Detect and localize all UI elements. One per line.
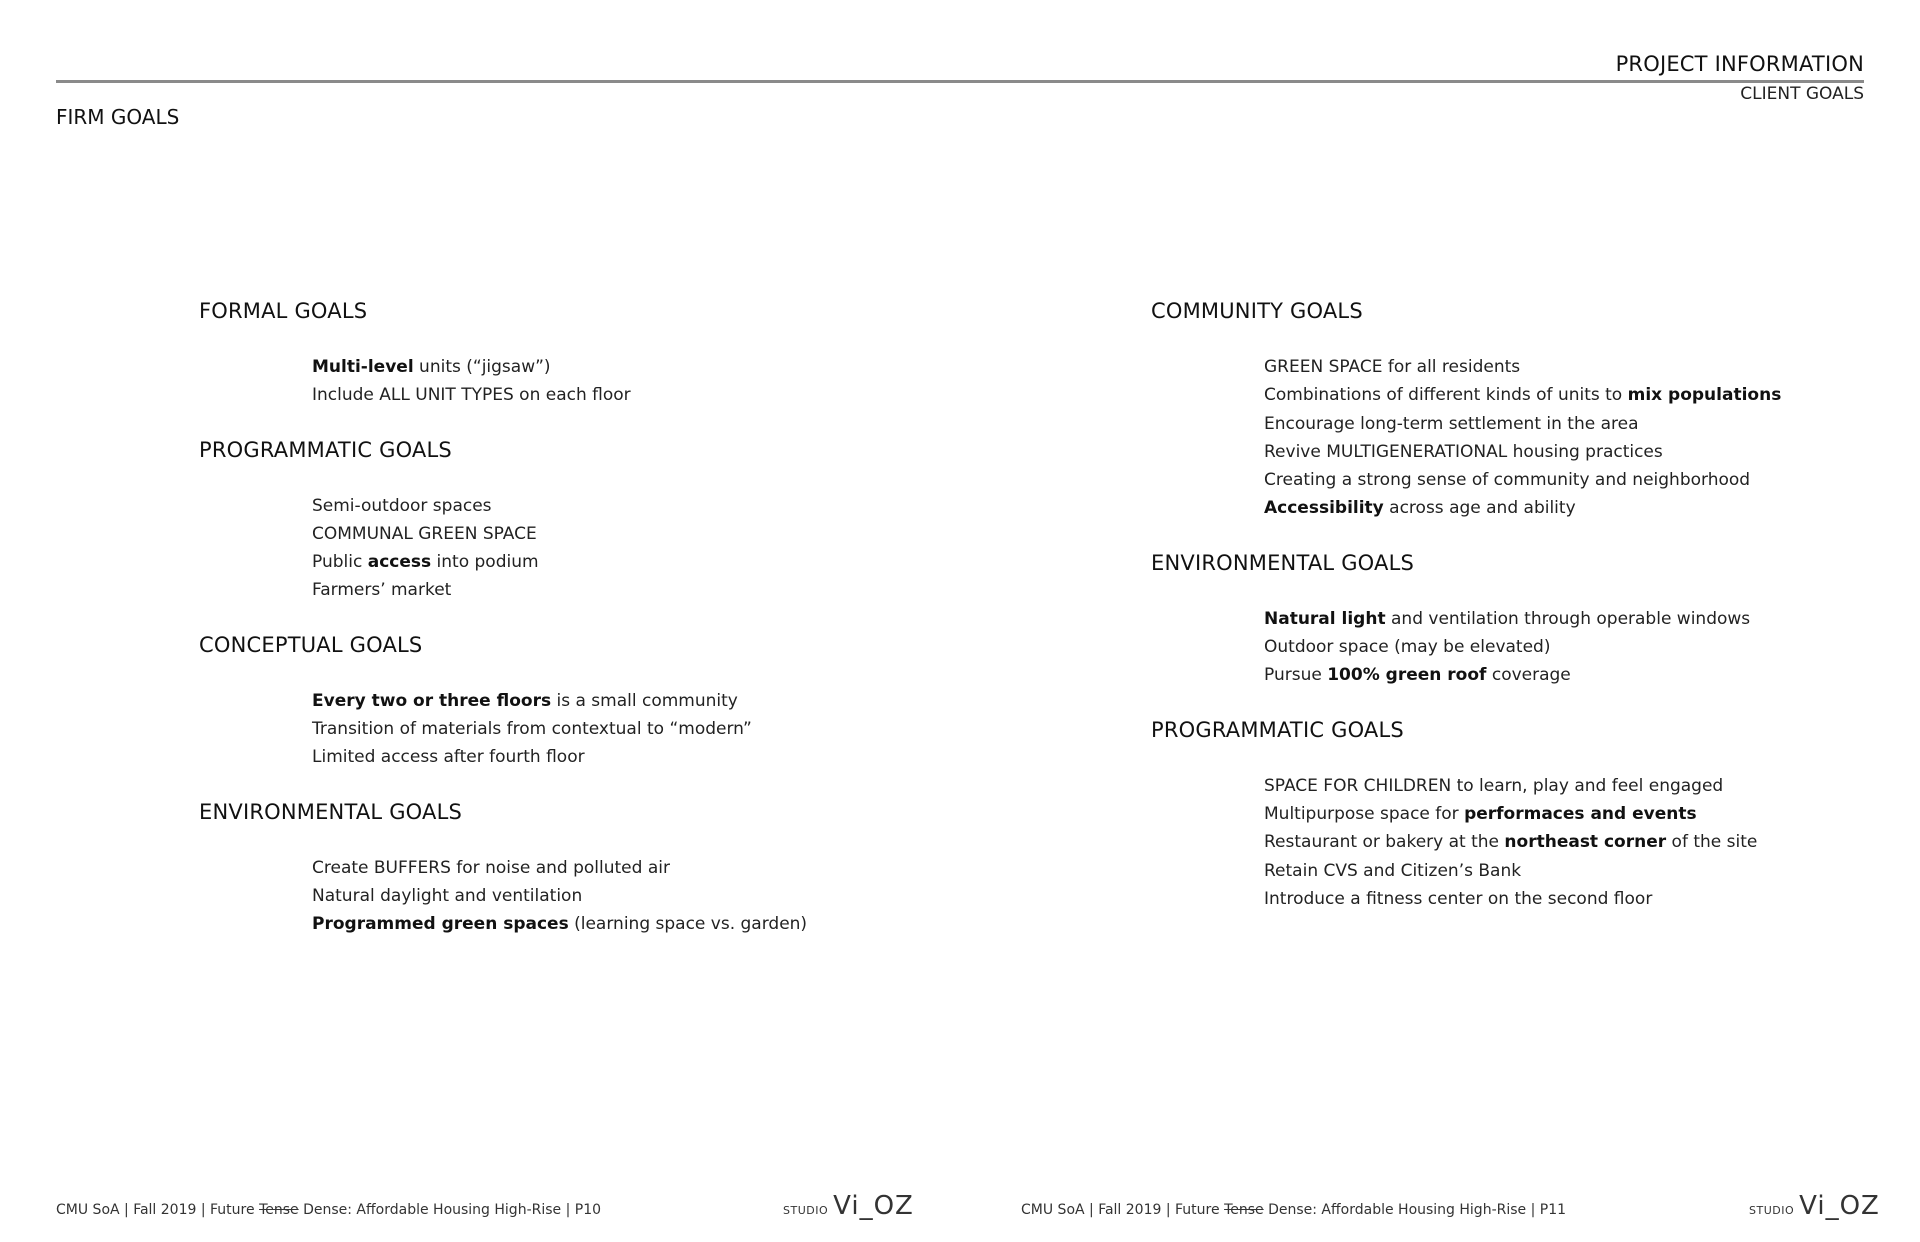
section-heading: PROGRAMMATIC GOALS [1151,717,1404,742]
goal-item-text: Create BUFFERS for noise and polluted air [312,857,670,878]
client-goals-subtitle: CLIENT GOALS [1740,84,1864,104]
goal-item [1264,353,1781,381]
goal-item [1264,772,1781,800]
goal-item [312,882,807,910]
footer-right-struck-word: Tense [1224,1202,1264,1218]
studio-name: Vi_OZ [833,1191,914,1221]
section-heading: COMMUNITY GOALS [1151,299,1363,323]
section-heading: PROGRAMMATIC GOALS [199,437,452,462]
goal-section [1151,715,1781,913]
goal-item [312,715,807,743]
goal-item-text: is a small community [551,690,738,711]
studio-logo-right [1749,1191,1880,1221]
goal-item-text: units (“jigsaw”) [413,357,551,377]
right-goals-column [1151,296,1781,938]
section-heading: ENVIRONMENTAL GOALS [199,799,463,824]
goal-item [1264,800,1781,828]
footer-left [56,1202,601,1218]
goal-item [312,687,807,715]
goal-item [312,910,807,938]
goal-item-text: into podium [431,552,539,573]
goal-item [1264,381,1781,409]
goal-item-text: Natural daylight and ventilation [312,885,583,906]
goal-item-text: Revive MULTIGENERATIONAL housing practices [1264,441,1663,462]
goal-item [1264,466,1781,494]
firm-goals-title: FIRM GOALS [56,105,180,129]
footer-left-prefix: CMU SoA | Fall 2019 | Future [56,1202,260,1218]
footer-left-suffix: Dense: Affordable Housing High-Rise | P10 [298,1202,602,1218]
goal-item-text: Introduce a fitness center on the second floor [1264,888,1653,909]
project-information-title: PROJECT INFORMATION [1615,52,1864,76]
footer-right-prefix: CMU SoA | Fall 2019 | Future [1021,1202,1225,1218]
goal-item-text: Multipurpose space for [1264,803,1465,824]
goal-section [199,296,807,410]
goal-item-text: GREEN SPACE for all residents [1264,357,1521,377]
goal-item-text: Semi-outdoor spaces [312,495,492,516]
goal-item-text: Public [312,552,368,573]
goal-item-text: Farmers’ market [312,580,452,601]
goal-item [1264,661,1781,689]
goal-list [312,687,807,772]
goal-item [312,520,807,548]
footer-left-struck-word: Tense [259,1202,299,1218]
goal-item-text: Include ALL UNIT TYPES on each floor [312,385,631,406]
goal-item [1264,438,1781,466]
goal-item-text: Transition of materials from contextual to “modern” [312,719,752,740]
goal-item-emphasis: mix populations [1627,385,1782,406]
goal-item-text: COMMUNAL GREEN SPACE [312,523,537,544]
goal-item-text: (learning space vs. garden) [568,914,808,935]
goal-item-text: across age and ability [1383,498,1576,519]
goal-item [312,548,807,576]
section-heading: ENVIRONMENTAL GOALS [1151,550,1415,575]
goal-item-emphasis: Multi-level [312,357,414,377]
goal-item [312,743,807,771]
goal-item [312,576,807,604]
goal-item-text: Creating a strong sense of community and neighborhood [1264,470,1751,491]
goal-item-text: Limited access after fourth floor [312,747,585,768]
goal-item [312,492,807,520]
goal-item [312,353,807,381]
goal-section [199,435,807,605]
goal-list [312,492,807,605]
goal-list [312,854,807,939]
goal-list [1264,605,1781,690]
goal-item-emphasis: northeast corner [1504,832,1667,853]
goal-section [1151,548,1781,690]
goal-item [1264,828,1781,856]
left-goals-column [199,296,807,964]
goal-item [1264,494,1781,522]
studio-word: STUDIO [1749,1204,1795,1217]
section-heading: FORMAL GOALS [199,299,368,323]
goal-item-emphasis: Accessibility [1264,498,1384,519]
goal-item-text: Retain CVS and Citizen’s Bank [1264,860,1522,881]
goal-list [312,353,807,410]
section-heading: CONCEPTUAL GOALS [199,632,423,657]
goal-item [1264,410,1781,438]
goal-section [199,797,807,939]
goal-item-emphasis: access [367,552,432,573]
studio-logo-left [783,1191,914,1221]
goal-item [1264,605,1781,633]
goal-item [1264,633,1781,661]
goal-item [1264,885,1781,913]
goal-item [1264,857,1781,885]
goal-list [1264,772,1781,913]
goal-item-emphasis: Every two or three floors [312,690,552,711]
goal-item [312,381,807,409]
goal-item-text: Outdoor space (may be elevated) [1264,637,1551,658]
goal-item [312,854,807,882]
footer-right [1021,1202,1566,1218]
goal-item-text: Encourage long-term settlement in the area [1264,413,1639,434]
goal-item-emphasis: Natural light [1264,608,1386,629]
goal-item-text: and ventilation through operable windows [1385,608,1751,629]
goal-list [1264,353,1781,523]
goal-item-emphasis: Programmed green spaces [312,914,569,935]
goal-item-emphasis: performaces and events [1464,803,1697,824]
studio-word: STUDIO [783,1204,829,1217]
goal-item-text: Restaurant or bakery at the [1264,832,1505,853]
goal-item-text: of the site [1666,832,1758,853]
footer-right-suffix: Dense: Affordable Housing High-Rise | P11 [1263,1202,1567,1218]
goal-item-text: Combinations of different kinds of units to [1264,385,1628,406]
header-rule [56,80,1864,83]
goal-section [199,630,807,772]
goal-item-text: Pursue [1264,665,1328,686]
goal-item-text: coverage [1486,665,1571,686]
goal-item-emphasis: 100% green roof [1327,665,1487,686]
goal-section [1151,296,1781,523]
goal-item-text: SPACE FOR CHILDREN to learn, play and feel engaged [1264,775,1724,796]
studio-name: Vi_OZ [1799,1191,1880,1221]
